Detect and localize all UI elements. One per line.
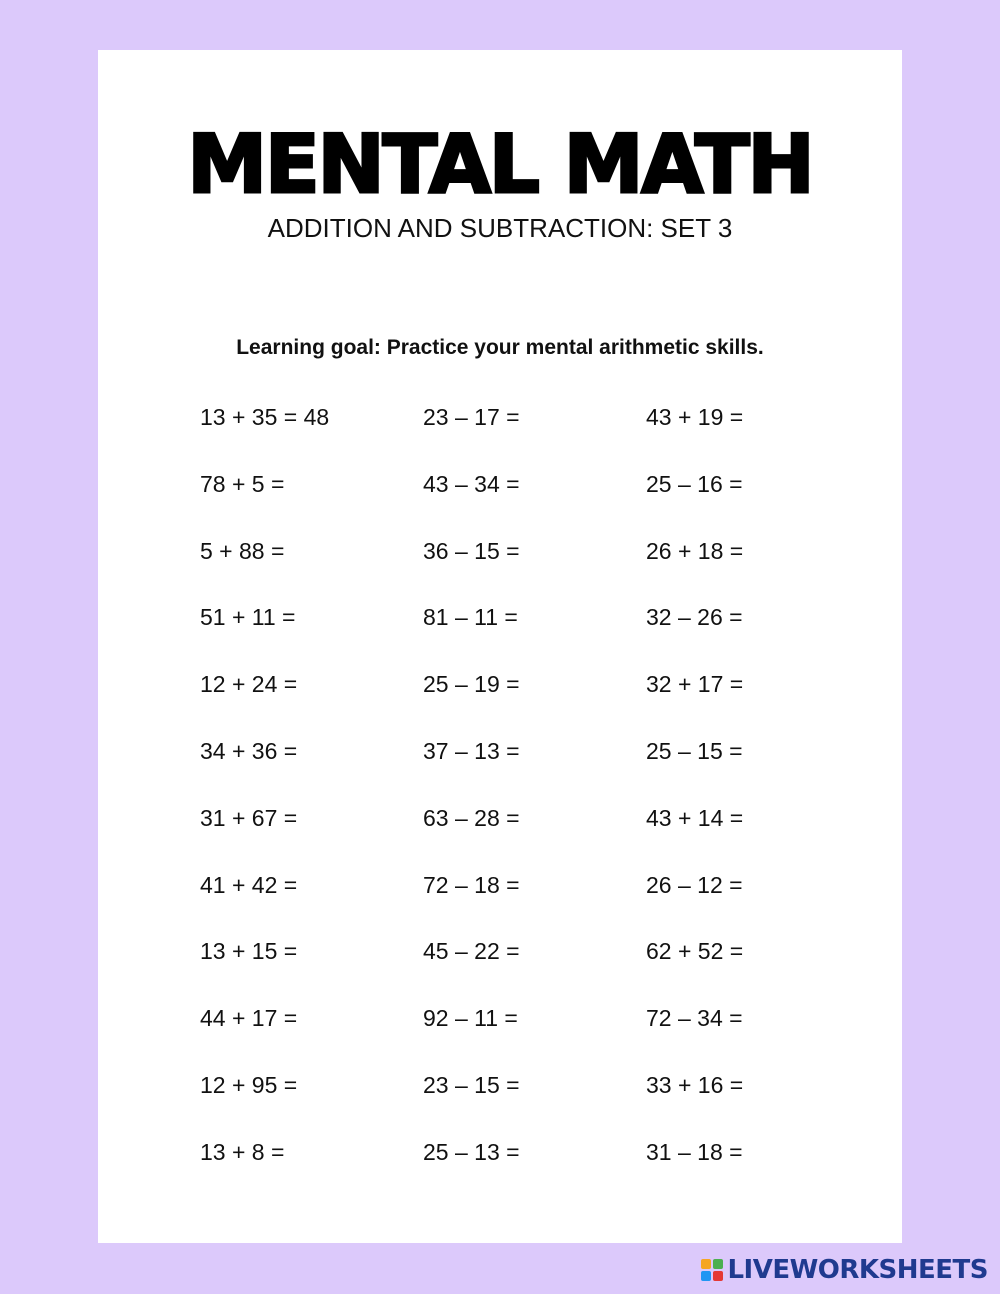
math-problem[interactable]: 26 – 12 = bbox=[646, 871, 743, 898]
logo-square bbox=[713, 1259, 723, 1269]
math-problem[interactable]: 23 – 15 = bbox=[423, 1071, 520, 1098]
math-problem[interactable]: 25 – 19 = bbox=[423, 671, 520, 698]
math-problem[interactable]: 72 – 34 = bbox=[646, 1005, 743, 1032]
math-problem[interactable]: 34 + 36 = bbox=[200, 737, 298, 764]
math-problem[interactable]: 26 + 18 = bbox=[646, 537, 744, 564]
math-problem[interactable]: 32 + 17 = bbox=[646, 671, 744, 698]
math-problem[interactable]: 25 – 16 = bbox=[646, 470, 743, 497]
logo-square bbox=[701, 1271, 711, 1281]
math-problem[interactable]: 23 – 17 = bbox=[423, 404, 520, 430]
math-problem[interactable]: 41 + 42 = bbox=[200, 871, 298, 898]
math-problem[interactable]: 43 + 19 = bbox=[646, 404, 744, 430]
math-problem[interactable]: 72 – 18 = bbox=[423, 871, 520, 898]
math-problem[interactable]: 25 – 13 = bbox=[423, 1138, 520, 1165]
learning-goal: Learning goal: Practice your mental arithmetic skills. bbox=[236, 336, 764, 359]
liveworksheets-logo bbox=[701, 1253, 988, 1287]
math-problem[interactable]: 37 – 13 = bbox=[423, 737, 520, 764]
math-problem[interactable]: 92 – 11 = bbox=[423, 1005, 518, 1032]
worksheet-page bbox=[98, 50, 902, 1243]
math-problem[interactable]: 63 – 28 = bbox=[423, 804, 520, 831]
math-problem[interactable]: 12 + 24 = bbox=[200, 671, 298, 698]
math-problem[interactable]: 5 + 88 = bbox=[200, 537, 285, 564]
math-problem[interactable]: 13 + 8 = bbox=[200, 1138, 285, 1165]
worksheet-subtitle: ADDITION AND SUBTRACTION: SET 3 bbox=[267, 213, 733, 243]
math-problem[interactable]: 78 + 5 = bbox=[200, 470, 285, 497]
liveworksheets-icon bbox=[701, 1259, 723, 1281]
logo-square bbox=[701, 1259, 711, 1269]
math-problem[interactable]: 33 + 16 = bbox=[646, 1071, 744, 1098]
math-problem[interactable]: 12 + 95 = bbox=[200, 1071, 298, 1098]
math-problem[interactable]: 43 – 34 = bbox=[423, 470, 520, 497]
math-problem[interactable]: 44 + 17 = bbox=[200, 1005, 298, 1032]
math-problem[interactable]: 13 + 15 = bbox=[200, 938, 298, 965]
math-problem[interactable]: 25 – 15 = bbox=[646, 737, 743, 764]
math-problem[interactable]: 36 – 15 = bbox=[423, 537, 520, 564]
math-problem[interactable]: 43 + 14 = bbox=[646, 804, 744, 831]
liveworksheets-wordmark: LIVEWORKSHEETS bbox=[727, 1255, 988, 1285]
problem-grid bbox=[200, 402, 880, 1204]
math-problem[interactable]: 31 + 67 = bbox=[200, 804, 298, 831]
math-problem[interactable]: 62 + 52 = bbox=[646, 938, 744, 965]
math-problem[interactable]: 45 – 22 = bbox=[423, 938, 520, 965]
math-problem: 13 + 35 = 48 bbox=[200, 404, 330, 430]
math-problem[interactable]: 31 – 18 = bbox=[646, 1138, 743, 1165]
logo-square bbox=[713, 1271, 723, 1281]
math-problem[interactable]: 81 – 11 = bbox=[423, 604, 518, 631]
worksheet-title: MENTAL MATH bbox=[187, 118, 813, 211]
math-problem[interactable]: 32 – 26 = bbox=[646, 604, 743, 631]
math-problem[interactable]: 51 + 11 = bbox=[200, 604, 296, 631]
